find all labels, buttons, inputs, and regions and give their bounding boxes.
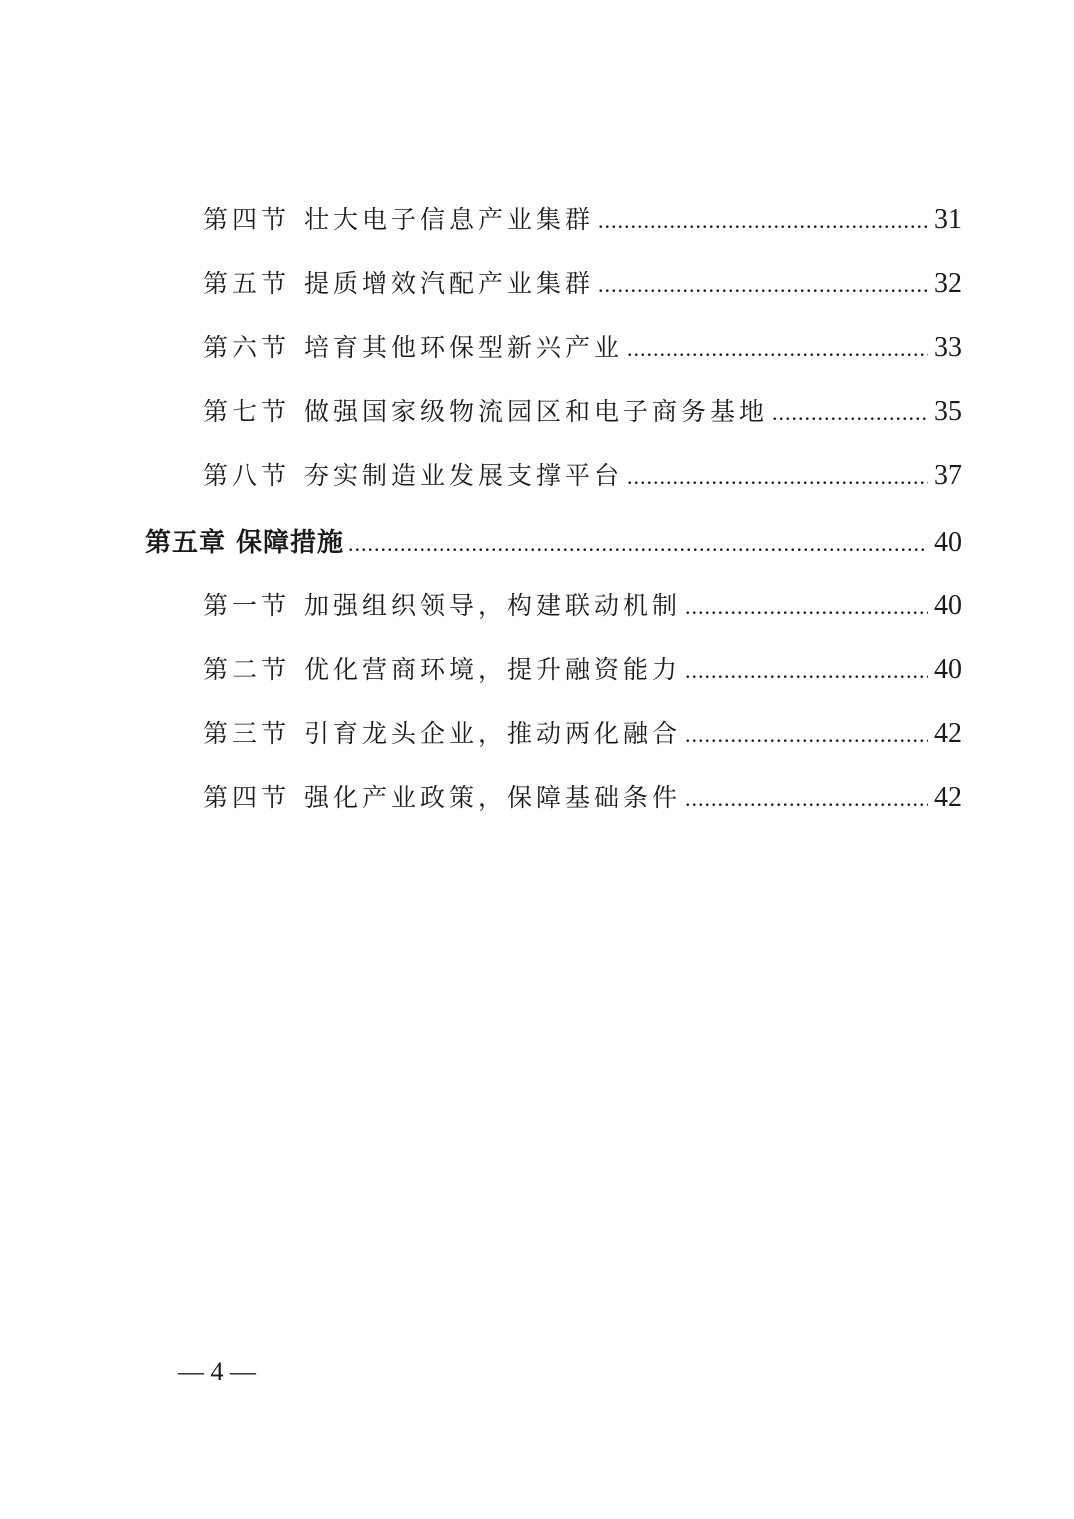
toc-entry[interactable] <box>203 328 962 368</box>
toc-entry-page: 32 <box>934 268 962 299</box>
toc-entry-number: 第六节 <box>203 333 291 362</box>
toc-entry[interactable] <box>203 778 962 818</box>
toc-dot-leader <box>598 208 928 234</box>
toc-entry-number: 第三节 <box>203 719 291 748</box>
toc-dot-leader <box>598 272 928 298</box>
page-number-footer: — 4 — <box>178 1357 256 1386</box>
toc-entry-page: 40 <box>934 654 962 685</box>
toc-chapter-title: 保障措施 <box>236 528 345 558</box>
toc-entry-title: 壮大电子信息产业集群 <box>304 205 595 234</box>
toc-entry[interactable] <box>203 650 962 690</box>
toc-entry[interactable] <box>203 200 962 240</box>
toc-dot-leader <box>685 786 928 812</box>
toc-entry-title: 提质增效汽配产业集群 <box>304 269 595 298</box>
toc-dot-leader <box>627 336 928 362</box>
toc-entry-page: 33 <box>934 332 962 363</box>
toc-entry[interactable] <box>203 714 962 754</box>
toc-entry-page: 42 <box>934 782 962 813</box>
toc-dot-leader <box>685 594 928 620</box>
toc-chapter-number: 第五章 <box>145 528 227 558</box>
toc-dot-leader <box>772 400 928 426</box>
toc-entry-number: 第七节 <box>203 397 291 426</box>
toc-dot-leader <box>627 464 928 490</box>
toc-entry[interactable] <box>203 264 962 304</box>
toc-entry-title: 培育其他环保型新兴产业 <box>304 333 624 362</box>
toc-entry-title: 强化产业政策，保障基础条件 <box>304 783 682 812</box>
toc-chapter-page: 40 <box>934 527 962 558</box>
toc-entry-number: 第四节 <box>203 783 291 812</box>
toc-entry-number: 第二节 <box>203 655 291 684</box>
toc-entry[interactable] <box>203 456 962 496</box>
toc-entry-title: 加强组织领导，构建联动机制 <box>304 591 682 620</box>
toc-entry-number: 第五节 <box>203 269 291 298</box>
toc-entry-page: 40 <box>934 590 962 621</box>
toc-entry-page: 31 <box>934 204 962 235</box>
toc-entry-page: 37 <box>934 460 962 491</box>
toc-entry-title: 做强国家级物流园区和电子商务基地 <box>304 397 769 426</box>
toc-entry-title: 优化营商环境，提升融资能力 <box>304 655 682 684</box>
toc-entry[interactable] <box>203 586 962 626</box>
toc-entry-title: 夯实制造业发展支撑平台 <box>304 461 624 490</box>
toc-entry-page: 35 <box>934 396 962 427</box>
toc-dot-leader <box>348 531 928 557</box>
toc-entry-number: 第四节 <box>203 205 291 234</box>
toc-entry-number: 第一节 <box>203 591 291 620</box>
toc-chapter-entry[interactable] <box>145 522 962 562</box>
toc-entry-number: 第八节 <box>203 461 291 490</box>
toc-dot-leader <box>685 658 928 684</box>
toc-entry-page: 42 <box>934 718 962 749</box>
toc-entry-title: 引育龙头企业，推动两化融合 <box>304 719 682 748</box>
toc-entry[interactable] <box>203 392 962 432</box>
toc-dot-leader <box>685 722 928 748</box>
